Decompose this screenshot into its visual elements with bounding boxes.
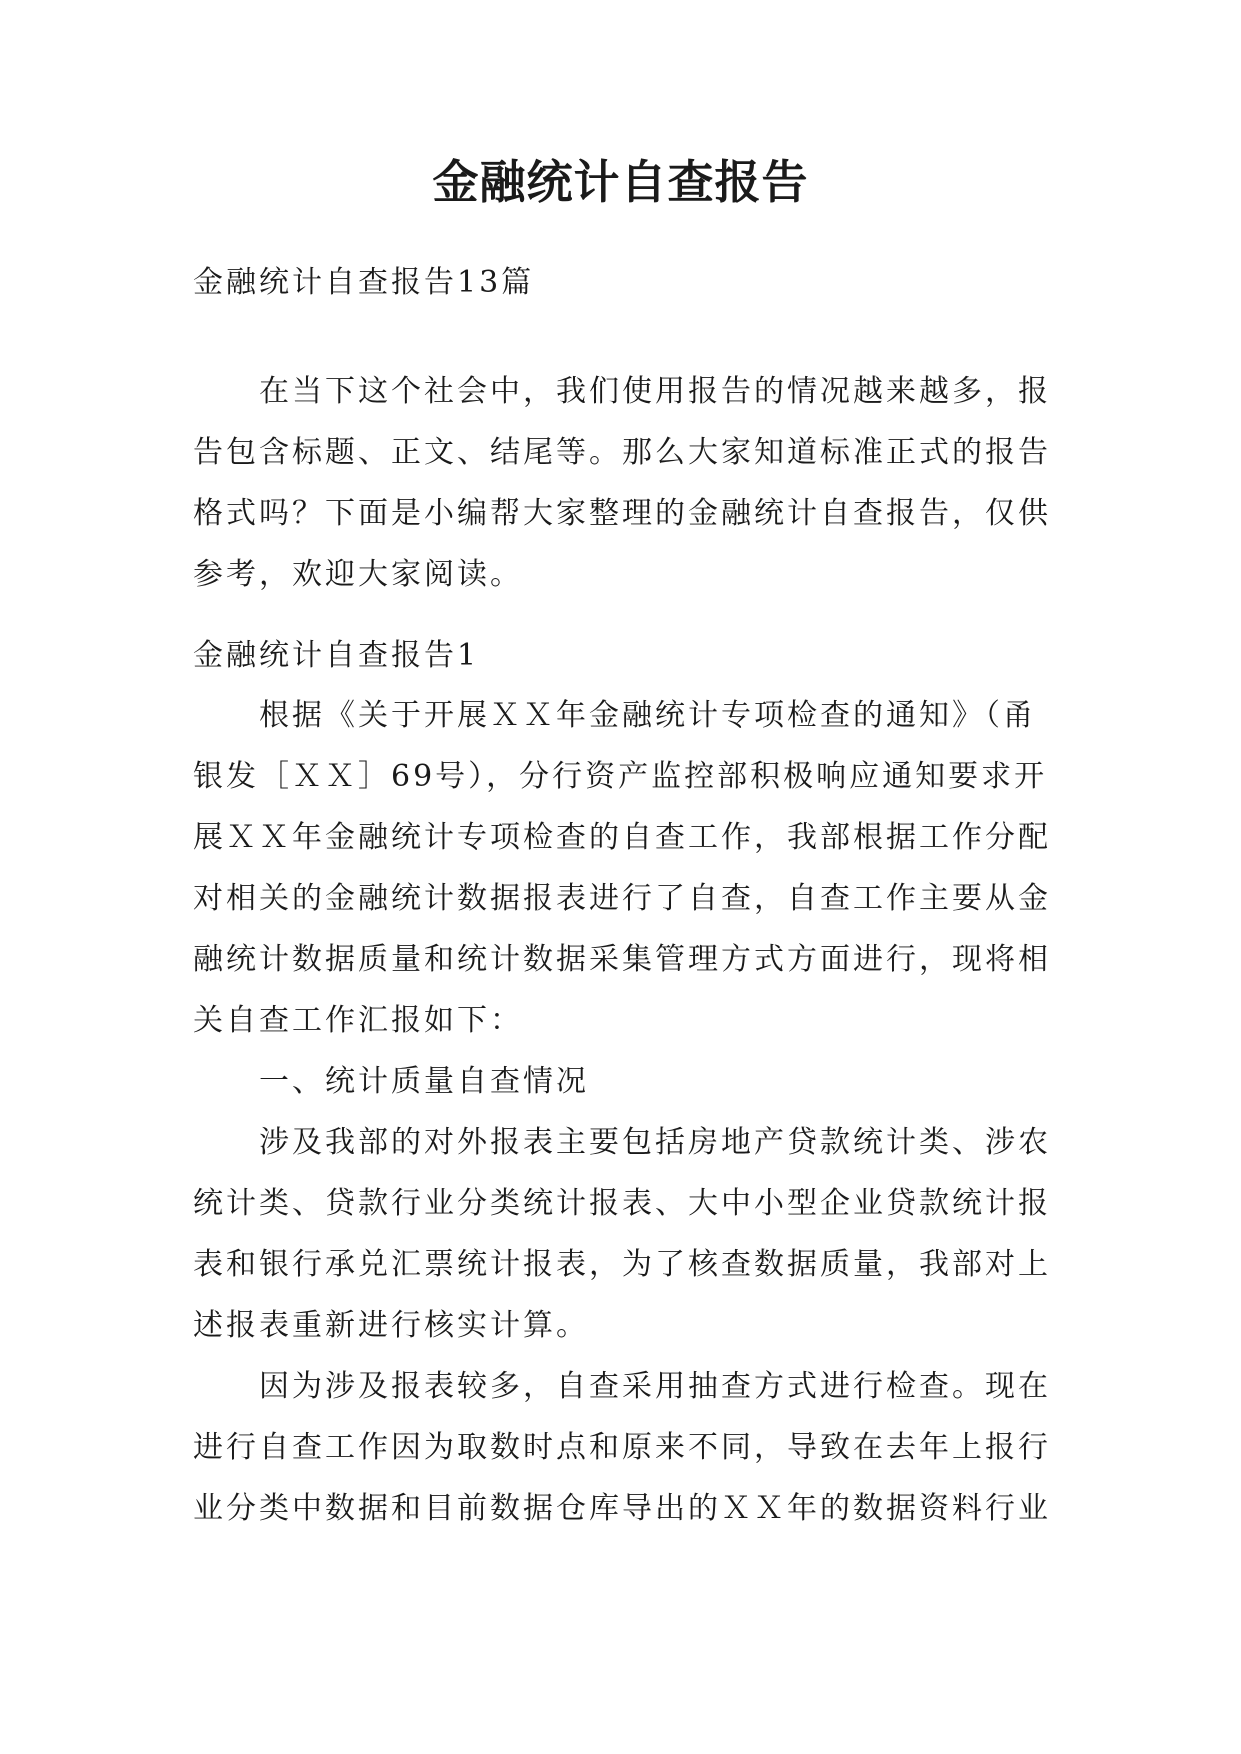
intro-paragraph [193, 361, 1053, 605]
paragraph-line: 银发［ＸＸ］69号），分行资产监控部积极响应通知要求开 [193, 759, 1048, 794]
paragraph-line: 对相关的金融统计数据报表进行了自查，自查工作主要从金 [193, 881, 1051, 916]
section-heading: 金融统计自查报告1 [193, 638, 480, 673]
paragraph-line: 因为涉及报表较多，自查采用抽查方式进行检查。现在 [259, 1369, 1051, 1404]
paragraph-line: 关自查工作汇报如下： [193, 1003, 523, 1038]
paragraph-line: 展ＸＸ年金融统计专项检查的自查工作，我部根据工作分配 [193, 820, 1051, 855]
document-title: 金融统计自查报告 [432, 155, 809, 209]
paragraph-line: 根据《关于开展ＸＸ年金融统计专项检查的通知》（甬 [259, 698, 1036, 733]
subsection-heading: 一、统计质量自查情况 [259, 1064, 589, 1099]
intro-line: 在当下这个社会中，我们使用报告的情况越来越多，报 [259, 374, 1051, 409]
document-subtitle: 金融统计自查报告13篇 [193, 265, 535, 300]
section1-paragraph-1 [193, 685, 1053, 1539]
paragraph-line: 表和银行承兑汇票统计报表，为了核查数据质量，我部对上 [193, 1247, 1051, 1282]
paragraph-line: 融统计数据质量和统计数据采集管理方式方面进行，现将相 [193, 942, 1051, 977]
intro-line: 参考，欢迎大家阅读。 [193, 557, 523, 592]
paragraph-line: 业分类中数据和目前数据仓库导出的ＸＸ年的数据资料行业 [193, 1491, 1051, 1526]
paragraph-line: 涉及我部的对外报表主要包括房地产贷款统计类、涉农 [259, 1125, 1051, 1160]
paragraph-line: 进行自查工作因为取数时点和原来不同，导致在去年上报行 [193, 1430, 1051, 1465]
paragraph-line: 述报表重新进行核实计算。 [193, 1308, 589, 1343]
paragraph-line: 统计类、贷款行业分类统计报表、大中小型企业贷款统计报 [193, 1186, 1051, 1221]
intro-line: 告包含标题、正文、结尾等。那么大家知道标准正式的报告 [193, 435, 1051, 470]
intro-line: 格式吗？下面是小编帮大家整理的金融统计自查报告，仅供 [193, 496, 1051, 531]
